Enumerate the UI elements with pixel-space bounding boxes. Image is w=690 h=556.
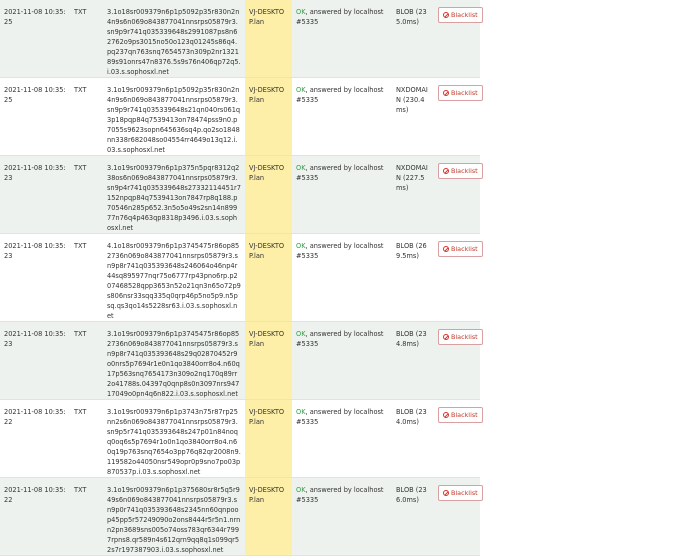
action-cell [434, 78, 480, 156]
client-name: VJ-DESKTOP.lan [249, 164, 285, 182]
status-cell [292, 156, 392, 234]
query-type: TXT [74, 330, 87, 338]
status-ok: OK [296, 242, 306, 250]
domain-cell [104, 234, 245, 322]
domain-cell [104, 0, 245, 78]
ban-icon [443, 334, 449, 340]
domain-cell [104, 156, 245, 234]
status-ok: OK [296, 330, 306, 338]
ban-icon [443, 246, 449, 252]
table-row [0, 234, 480, 322]
query-type: TXT [74, 486, 87, 494]
blacklist-label: Blacklist [451, 333, 478, 341]
domain-cell [104, 78, 245, 156]
domain-name: 4.1o18sr009379n6p1p3745475r86op852736n069o843877041nnsrps05879r3.sn9p8r741q035393648s246064o46np4r44sq895977nqr75o6777rp43pno6rp.p207468528qpp3653n52o21qn3n65o72p9s806nsr33sqq335q0qrp46p5no5p9.n5psq.qs3qo14s5228sr63.i.03.s.sophosxl.net [107, 242, 241, 320]
client-name: VJ-DESKTOP.lan [249, 86, 285, 104]
type-cell [70, 78, 104, 156]
type-cell [70, 322, 104, 400]
time-cell [0, 156, 70, 234]
type-cell [70, 478, 104, 556]
status-text: , answered by localhost#5335 [296, 8, 384, 26]
reply-cell [392, 156, 434, 234]
client-cell [245, 0, 292, 78]
ban-icon [443, 412, 449, 418]
time-cell [0, 234, 70, 322]
status-ok: OK [296, 486, 306, 494]
status-ok: OK [296, 164, 306, 172]
client-name: VJ-DESKTOP.lan [249, 8, 285, 26]
reply-text: BLOB (269.5ms) [396, 242, 427, 260]
type-cell [70, 0, 104, 78]
table-row [0, 0, 480, 78]
ban-icon [443, 12, 449, 18]
reply-cell [392, 0, 434, 78]
action-cell [434, 478, 480, 556]
blacklist-label: Blacklist [451, 411, 478, 419]
blacklist-button[interactable] [438, 407, 483, 423]
status-text: , answered by localhost#5335 [296, 86, 384, 104]
reply-text: BLOB (236.0ms) [396, 486, 427, 504]
blacklist-button[interactable] [438, 85, 483, 101]
ban-icon [443, 490, 449, 496]
blacklist-label: Blacklist [451, 89, 478, 97]
domain-name: 3.1o19sr009379n6p1p5092p35r830n2n4n9s6n069o843877041nnsrps05879r3.sn9p9r741q035339648s21qn040rs061q3p18pqp84q7539413on78474pss9n0.p7055s9623sopn645636sq4p.qo2so1848nn338r682048so04554rr4649o13q12.i.03.s.sophosxl.net [107, 86, 241, 154]
timestamp: 2021-11-08 10:35:22 [4, 486, 66, 504]
status-cell [292, 322, 392, 400]
blacklist-button[interactable] [438, 329, 483, 345]
action-cell [434, 234, 480, 322]
timestamp: 2021-11-08 10:35:22 [4, 408, 66, 426]
domain-cell [104, 400, 245, 478]
client-cell [245, 234, 292, 322]
table-row [0, 78, 480, 156]
action-cell [434, 400, 480, 478]
ban-icon [443, 168, 449, 174]
reply-text: BLOB (234.0ms) [396, 408, 427, 426]
domain-name: 3.1o18sr009379n6p1p5092p35r830n2n4n9s6n069o843877041nnsrps05879r3.sn9p9r741q035339648s2991087ps8n62762o9ps3015no50o123q01245s86q4.pq237qn763snq7654573n309p2nr132189s91onrs47n8376.5s9s76n406qp72q5.i.03.s.sophosxl.net [107, 8, 241, 76]
reply-cell [392, 234, 434, 322]
type-cell [70, 234, 104, 322]
query-type: TXT [74, 242, 87, 250]
client-cell [245, 156, 292, 234]
client-name: VJ-DESKTOP.lan [249, 486, 285, 504]
blacklist-label: Blacklist [451, 245, 478, 253]
domain-name: 3.1o19sr009379n6p1p3743n75r87rp25nn2s6n069o843877041nnsrps05879r3.sn9p5r741q035393648s247p01n84noqq0oq6s5p7694r1o0n1qo3840orr8o4.n60q19p763snq7654o3pp76q82qr2008n9.119582o44050nsr549opr0p9sno7po03p870537p.i.03.s.sophosxl.net [107, 408, 241, 476]
client-name: VJ-DESKTOP.lan [249, 408, 285, 426]
time-cell [0, 0, 70, 78]
client-cell [245, 478, 292, 556]
status-text: , answered by localhost#5335 [296, 164, 384, 182]
query-type: TXT [74, 8, 87, 16]
blacklist-label: Blacklist [451, 489, 478, 497]
reply-text: BLOB (235.0ms) [396, 8, 427, 26]
status-ok: OK [296, 408, 306, 416]
query-type: TXT [74, 164, 87, 172]
reply-text: NXDOMAIN (230.4ms) [396, 86, 428, 114]
time-cell [0, 400, 70, 478]
blacklist-button[interactable] [438, 485, 483, 501]
query-type: TXT [74, 86, 87, 94]
status-text: , answered by localhost#5335 [296, 486, 384, 504]
status-ok: OK [296, 8, 306, 16]
blacklist-button[interactable] [438, 241, 483, 257]
status-cell [292, 234, 392, 322]
timestamp: 2021-11-08 10:35:23 [4, 330, 66, 348]
status-text: , answered by localhost#5335 [296, 330, 384, 348]
type-cell [70, 400, 104, 478]
client-name: VJ-DESKTOP.lan [249, 242, 285, 260]
reply-cell [392, 400, 434, 478]
blacklist-label: Blacklist [451, 167, 478, 175]
blacklist-button[interactable] [438, 163, 483, 179]
reply-cell [392, 322, 434, 400]
action-cell [434, 156, 480, 234]
ban-icon [443, 90, 449, 96]
status-cell [292, 78, 392, 156]
timestamp: 2021-11-08 10:35:23 [4, 242, 66, 260]
table-row [0, 400, 480, 478]
status-ok: OK [296, 86, 306, 94]
domain-name: 3.1o19sr009379n6p1p375680sr8r5q5r949s6n069o843877041nnsrps05879r3.sn9p0r741q035393648s2345nn60qnpoop45pp5r57249090o2ons8444r5r5n1.nrnn2pn3689sns005o74oss783qr6344r7997rpns8.qr589n4s612qrn9qq8q1s099qr52s7r197387903.i.03.s.sophosxl.net [107, 486, 241, 554]
time-cell [0, 322, 70, 400]
domain-name: 3.1o19sr009379n6p1p375n5pqr8312q238os6n069o843877041nnsrps05879r3.sn9p4r741q035339648s27332114451r7152npqp84q7539413on7847rp8q188.p70546n285p652.3n5o5o49s2sn14n89977n76q4p463qp8318p3496.i.03.s.sophosxl.net [107, 164, 241, 232]
time-cell [0, 78, 70, 156]
status-cell [292, 0, 392, 78]
blacklist-label: Blacklist [451, 11, 478, 19]
blacklist-button[interactable] [438, 7, 483, 23]
type-cell [70, 156, 104, 234]
reply-cell [392, 78, 434, 156]
status-cell [292, 400, 392, 478]
action-cell [434, 0, 480, 78]
client-cell [245, 400, 292, 478]
timestamp: 2021-11-08 10:35:25 [4, 86, 66, 104]
domain-cell [104, 478, 245, 556]
domain-name: 3.1o19sr009379n6p1p3745475r86op852736n069o843877041nnsrps05879r3.sn9p8r741q035393648s29q02870452r9o0nrs5p7694r1e0n1qo3840orr8o4.n60q17p563snq7654173n309o2nq170q89rr2o41788s.04397q0qnp8s0n3097nrs94717049o0pn4q6n822.i.03.s.sophosxl.net [107, 330, 240, 398]
status-text: , answered by localhost#5335 [296, 242, 384, 260]
table-row [0, 322, 480, 400]
status-text: , answered by localhost#5335 [296, 408, 384, 426]
table-row [0, 156, 480, 234]
time-cell [0, 478, 70, 556]
client-cell [245, 322, 292, 400]
table-row [0, 478, 480, 556]
domain-cell [104, 322, 245, 400]
client-name: VJ-DESKTOP.lan [249, 330, 285, 348]
client-cell [245, 78, 292, 156]
status-cell [292, 478, 392, 556]
action-cell [434, 322, 480, 400]
reply-text: BLOB (234.8ms) [396, 330, 427, 348]
query-type: TXT [74, 408, 87, 416]
timestamp: 2021-11-08 10:35:25 [4, 8, 66, 26]
reply-text: NXDOMAIN (227.5ms) [396, 164, 428, 192]
timestamp: 2021-11-08 10:35:23 [4, 164, 66, 182]
reply-cell [392, 478, 434, 556]
